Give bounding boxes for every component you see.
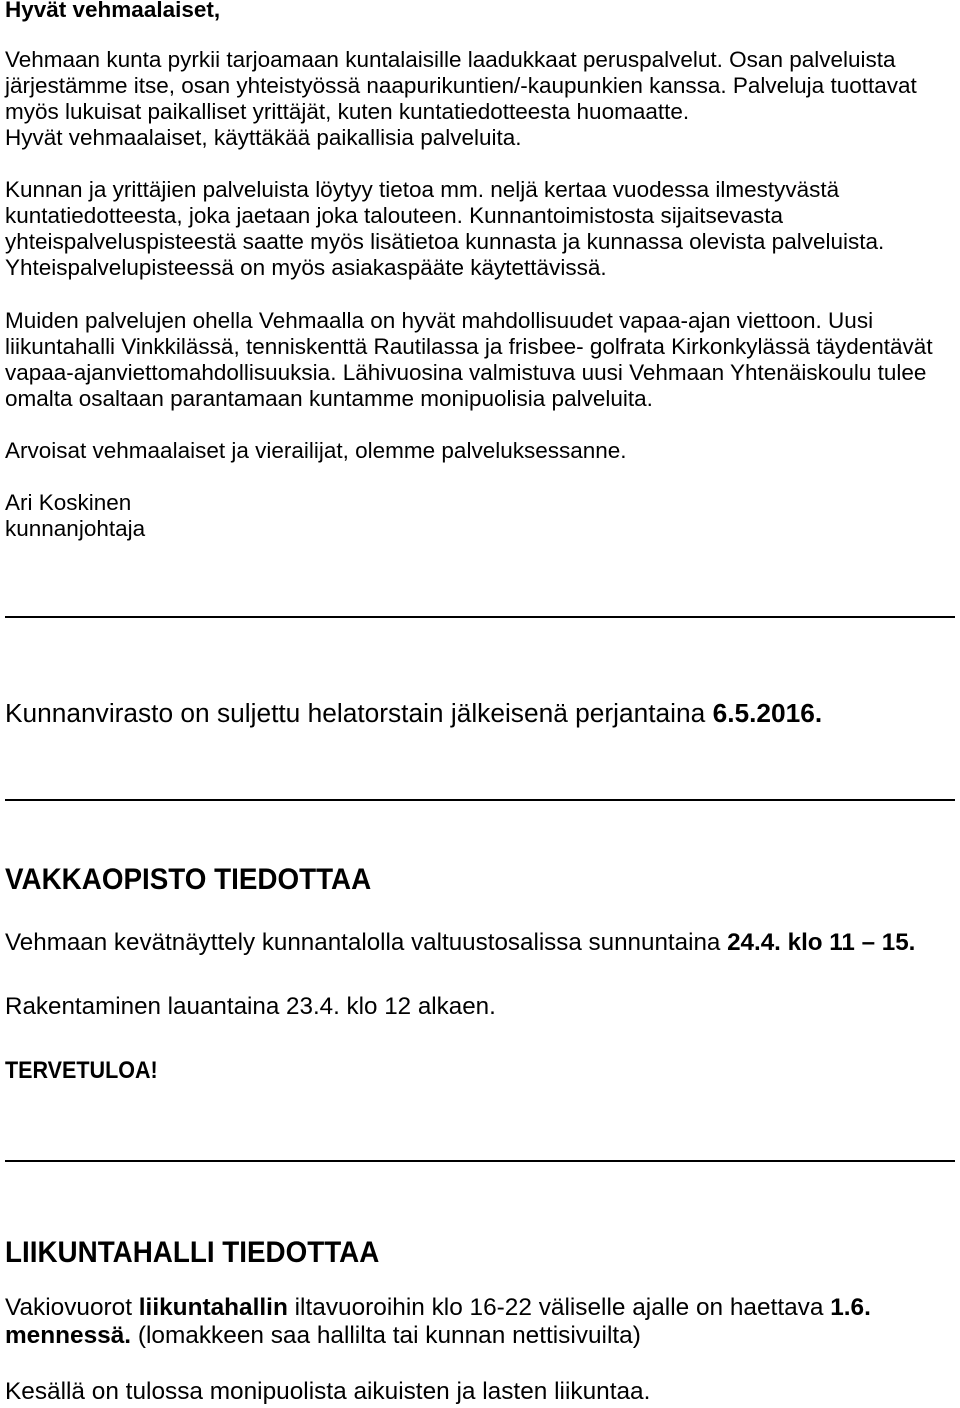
booking-deadline-date: 1.6. — [830, 1294, 871, 1321]
booking-form-note: (lomakkeen saa hallilta tai kunnan nettisivuilta) — [137, 1322, 641, 1349]
signature-name: Ari Koskinen — [5, 490, 132, 515]
paragraph-line: Yhteispalvelupisteessä on myös asiakaspääte käytettävissä. — [5, 255, 607, 280]
exhibition-text: Vehmaan kevätnäyttely kunnantalolla valtuustosalissa sunnuntaina — [5, 929, 721, 956]
booking-line — [5, 1322, 871, 1350]
paragraph-line: järjestämme itse, osan yhteistyössä naapurikuntien/-kaupunkien kanssa. Palveluja tuottavat — [5, 73, 917, 98]
exhibition-notice — [5, 929, 915, 957]
paragraph-line: kuntatiedotteesta, joka jaetaan joka talouteen. Kunnantoimistosta sijaitsevasta — [5, 203, 783, 228]
office-closure-text: Kunnanvirasto on suljettu helatorstain jälkeisenä perjantaina — [5, 698, 706, 728]
paragraph-line: liikuntahalli Vinkkilässä, tenniskenttä Rautilassa ja frisbee- golfrata Kirkonkylässä täydentävät — [5, 334, 933, 359]
information-paragraph — [5, 177, 884, 281]
paragraph-line: yhteispalveluspisteestä saatte myös lisätietoa kunnasta ja kunnassa olevista palveluista. — [5, 229, 885, 254]
booking-line — [5, 1294, 871, 1322]
greeting: Hyvät vehmaalaiset, — [5, 0, 221, 22]
signature-title: kunnanjohtaja — [5, 516, 146, 541]
summer-notice: Kesällä on tulossa monipuolista aikuisten ja lasten liikuntaa. — [5, 1378, 651, 1405]
welcome-text: TERVETULOA! — [5, 1057, 158, 1084]
liikuntahalli-heading-row — [5, 1235, 409, 1271]
vakkaopisto-heading-row — [5, 862, 400, 898]
welcome-row — [5, 1057, 177, 1085]
leisure-paragraph — [5, 308, 933, 412]
signature — [5, 490, 145, 542]
booking-notice — [5, 1294, 871, 1350]
intro-paragraph — [5, 47, 917, 151]
divider — [5, 1160, 955, 1162]
divider — [5, 616, 955, 618]
setup-notice: Rakentaminen lauantaina 23.4. klo 12 alkaen. — [5, 993, 496, 1020]
exhibition-time: klo 11 – 15. — [787, 929, 916, 956]
office-closure-date: 6.5.2016. — [712, 698, 823, 728]
exhibition-date: 24.4. — [727, 929, 781, 956]
booking-deadline-word: mennessä. — [5, 1322, 132, 1349]
paragraph-line: Arvoisat vehmaalaiset ja vierailijat, olemme palveluksessanne. — [5, 438, 627, 463]
paragraph-line: omalta osaltaan parantamaan kuntamme monipuolisia palveluita. — [5, 386, 653, 411]
office-closure-notice — [5, 698, 822, 728]
vakkaopisto-heading: VAKKAOPISTO TIEDOTTAA — [5, 863, 372, 896]
paragraph-line: vapaa-ajanviettomahdollisuuksia. Lähivuosina valmistuva uusi Vehmaan Yhtenäiskoulu tulee — [5, 360, 927, 385]
liikuntahalli-heading: LIIKUNTAHALLI TIEDOTTAA — [5, 1236, 380, 1269]
paragraph-line: Hyvät vehmaalaiset, käyttäkää paikallisia palveluita. — [5, 125, 522, 150]
paragraph-line: myös lukuisat paikalliset yrittäjät, kuten kuntatiedotteesta huomaatte. — [5, 99, 690, 124]
booking-intro: Vakiovuorot — [5, 1294, 132, 1321]
booking-details: iltavuoroihin klo 16-22 väliselle ajalle on haettava — [294, 1294, 824, 1321]
divider — [5, 799, 955, 801]
paragraph-line: Muiden palvelujen ohella Vehmaalla on hyvät mahdollisuudet vapaa-ajan viettoon. Uusi — [5, 308, 874, 333]
closing-paragraph — [5, 438, 627, 464]
paragraph-line: Vehmaan kunta pyrkii tarjoamaan kuntalaisille laadukkaat peruspalvelut. Osan palveluista — [5, 47, 896, 72]
paragraph-line: Kunnan ja yrittäjien palveluista löytyy tietoa mm. neljä kertaa vuodessa ilmestyvästä — [5, 177, 840, 202]
booking-venue: liikuntahallin — [138, 1294, 288, 1321]
